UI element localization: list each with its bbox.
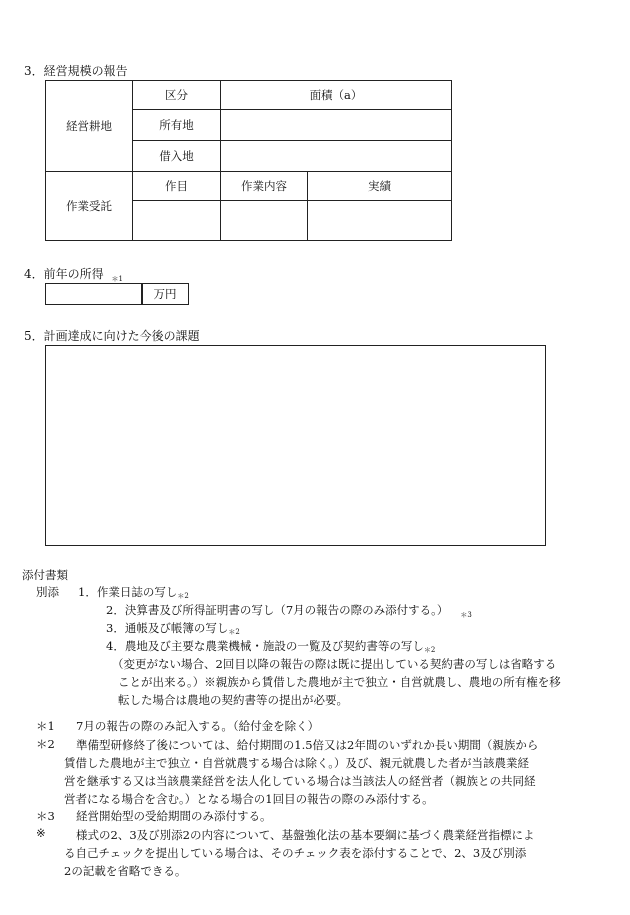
future-issues-box[interactable] bbox=[45, 345, 546, 546]
results-cell[interactable] bbox=[308, 201, 452, 241]
contract-work-label: 作業受託 bbox=[46, 172, 133, 241]
kome-note-line: 様式の2、3及び別添2の内容について、基盤強化法の基本要綱に基づく農業経営指標によ bbox=[76, 828, 535, 842]
note-3-mark: ＊3 bbox=[36, 809, 55, 823]
attachments-title: 添付書類 bbox=[22, 568, 68, 582]
section5-heading: 5．計画達成に向けた今後の課題 bbox=[24, 329, 200, 343]
attachment-item-4-text: 4．農地及び主要な農業機械・施設の一覧及び契約書等の写し bbox=[106, 639, 424, 653]
note-2-line: 賃借した農地が主で独立・自営就農する場合は除く。）及び、親元就農した者が当該農業経 bbox=[64, 756, 530, 770]
farm-scale-table bbox=[45, 80, 452, 241]
note-1-text: 7月の報告の際のみ記入する。（給付金を除く） bbox=[76, 719, 320, 733]
attachment-item-1-text: 1．作業日誌の写し bbox=[78, 585, 178, 599]
note-2-text bbox=[64, 736, 538, 808]
kome-note-line: 2の記載を省略できる。 bbox=[64, 864, 187, 878]
division-header: 区分 bbox=[133, 81, 221, 110]
kome-note-text bbox=[64, 826, 535, 880]
owned-land-label: 所有地 bbox=[133, 110, 221, 141]
note-2-line: 営を継承する又は当該農業経営を法人化している場合は当該法人の経営者（親族との共同経 bbox=[64, 774, 536, 788]
results-header: 実績 bbox=[308, 172, 452, 201]
work-content-cell[interactable] bbox=[221, 201, 308, 241]
kome-mark: ※ bbox=[36, 826, 46, 840]
section4-heading bbox=[24, 265, 123, 284]
attachment-item-2-text: 2．決算書及び所得証明書の写し（7月の報告の際のみ添付する。） bbox=[106, 603, 449, 617]
work-content-header: 作業内容 bbox=[221, 172, 308, 201]
item4-note-line: ことが出来る。）※親族から賃借した農地が主で独立・自営就農し、農地の所有権を移 bbox=[118, 675, 561, 689]
income-unit-cell bbox=[141, 283, 189, 305]
betten-label: 別添 bbox=[36, 585, 59, 599]
attachment-item-4 bbox=[106, 638, 435, 655]
section4-mark: ＊1 bbox=[111, 275, 123, 283]
note-1-mark: ＊1 bbox=[36, 719, 55, 733]
note-2-line: 営者になる場合を含む。）となる場合の1回目の報告の際のみ添付する。 bbox=[64, 792, 434, 806]
note-2-mark: ＊2 bbox=[36, 737, 55, 751]
attachment-item-4-note bbox=[112, 655, 561, 709]
attachment-item-3-mark: ＊2 bbox=[228, 628, 240, 636]
leased-land-label: 借入地 bbox=[133, 141, 221, 172]
farmland-label: 経営耕地 bbox=[46, 81, 133, 172]
attachment-item-3-text: 3．通帳及び帳簿の写し bbox=[106, 621, 229, 635]
attachment-item-1 bbox=[78, 584, 189, 601]
attachment-item-1-mark: ＊2 bbox=[177, 592, 189, 600]
section3-heading: 3．経営規模の報告 bbox=[24, 64, 128, 78]
crop-cell[interactable] bbox=[133, 201, 221, 241]
income-input-box[interactable] bbox=[45, 283, 143, 305]
item4-note-line: （変更がない場合、2回目以降の報告の際は既に提出している契約書の写しは省略する bbox=[112, 657, 557, 671]
owned-land-area-cell[interactable] bbox=[221, 110, 452, 141]
item4-note-line: 転した場合は農地の契約書等の提出が必要。 bbox=[118, 693, 348, 707]
note-2-line: 準備型研修終了後については、給付期間の1.5倍又は2年間のいずれか長い期間（親族から bbox=[76, 738, 539, 752]
attachment-item-3 bbox=[106, 620, 240, 637]
attachment-item-2-mark: ＊3 bbox=[460, 611, 472, 619]
area-header: 面積（a） bbox=[221, 81, 452, 110]
crop-header: 作目 bbox=[133, 172, 221, 201]
income-unit: 万円 bbox=[153, 287, 177, 301]
attachment-item-2 bbox=[106, 602, 472, 620]
section4-heading-text: 4．前年の所得 bbox=[24, 267, 104, 281]
kome-note-line: る自己チェックを提出している場合は、そのチェック表を添付することで、2、3及び別添 bbox=[64, 846, 527, 860]
attachment-item-4-mark: ＊2 bbox=[423, 646, 436, 654]
note-3-text: 経営開始型の受給期間のみ添付する。 bbox=[76, 809, 272, 823]
leased-land-area-cell[interactable] bbox=[221, 141, 452, 172]
